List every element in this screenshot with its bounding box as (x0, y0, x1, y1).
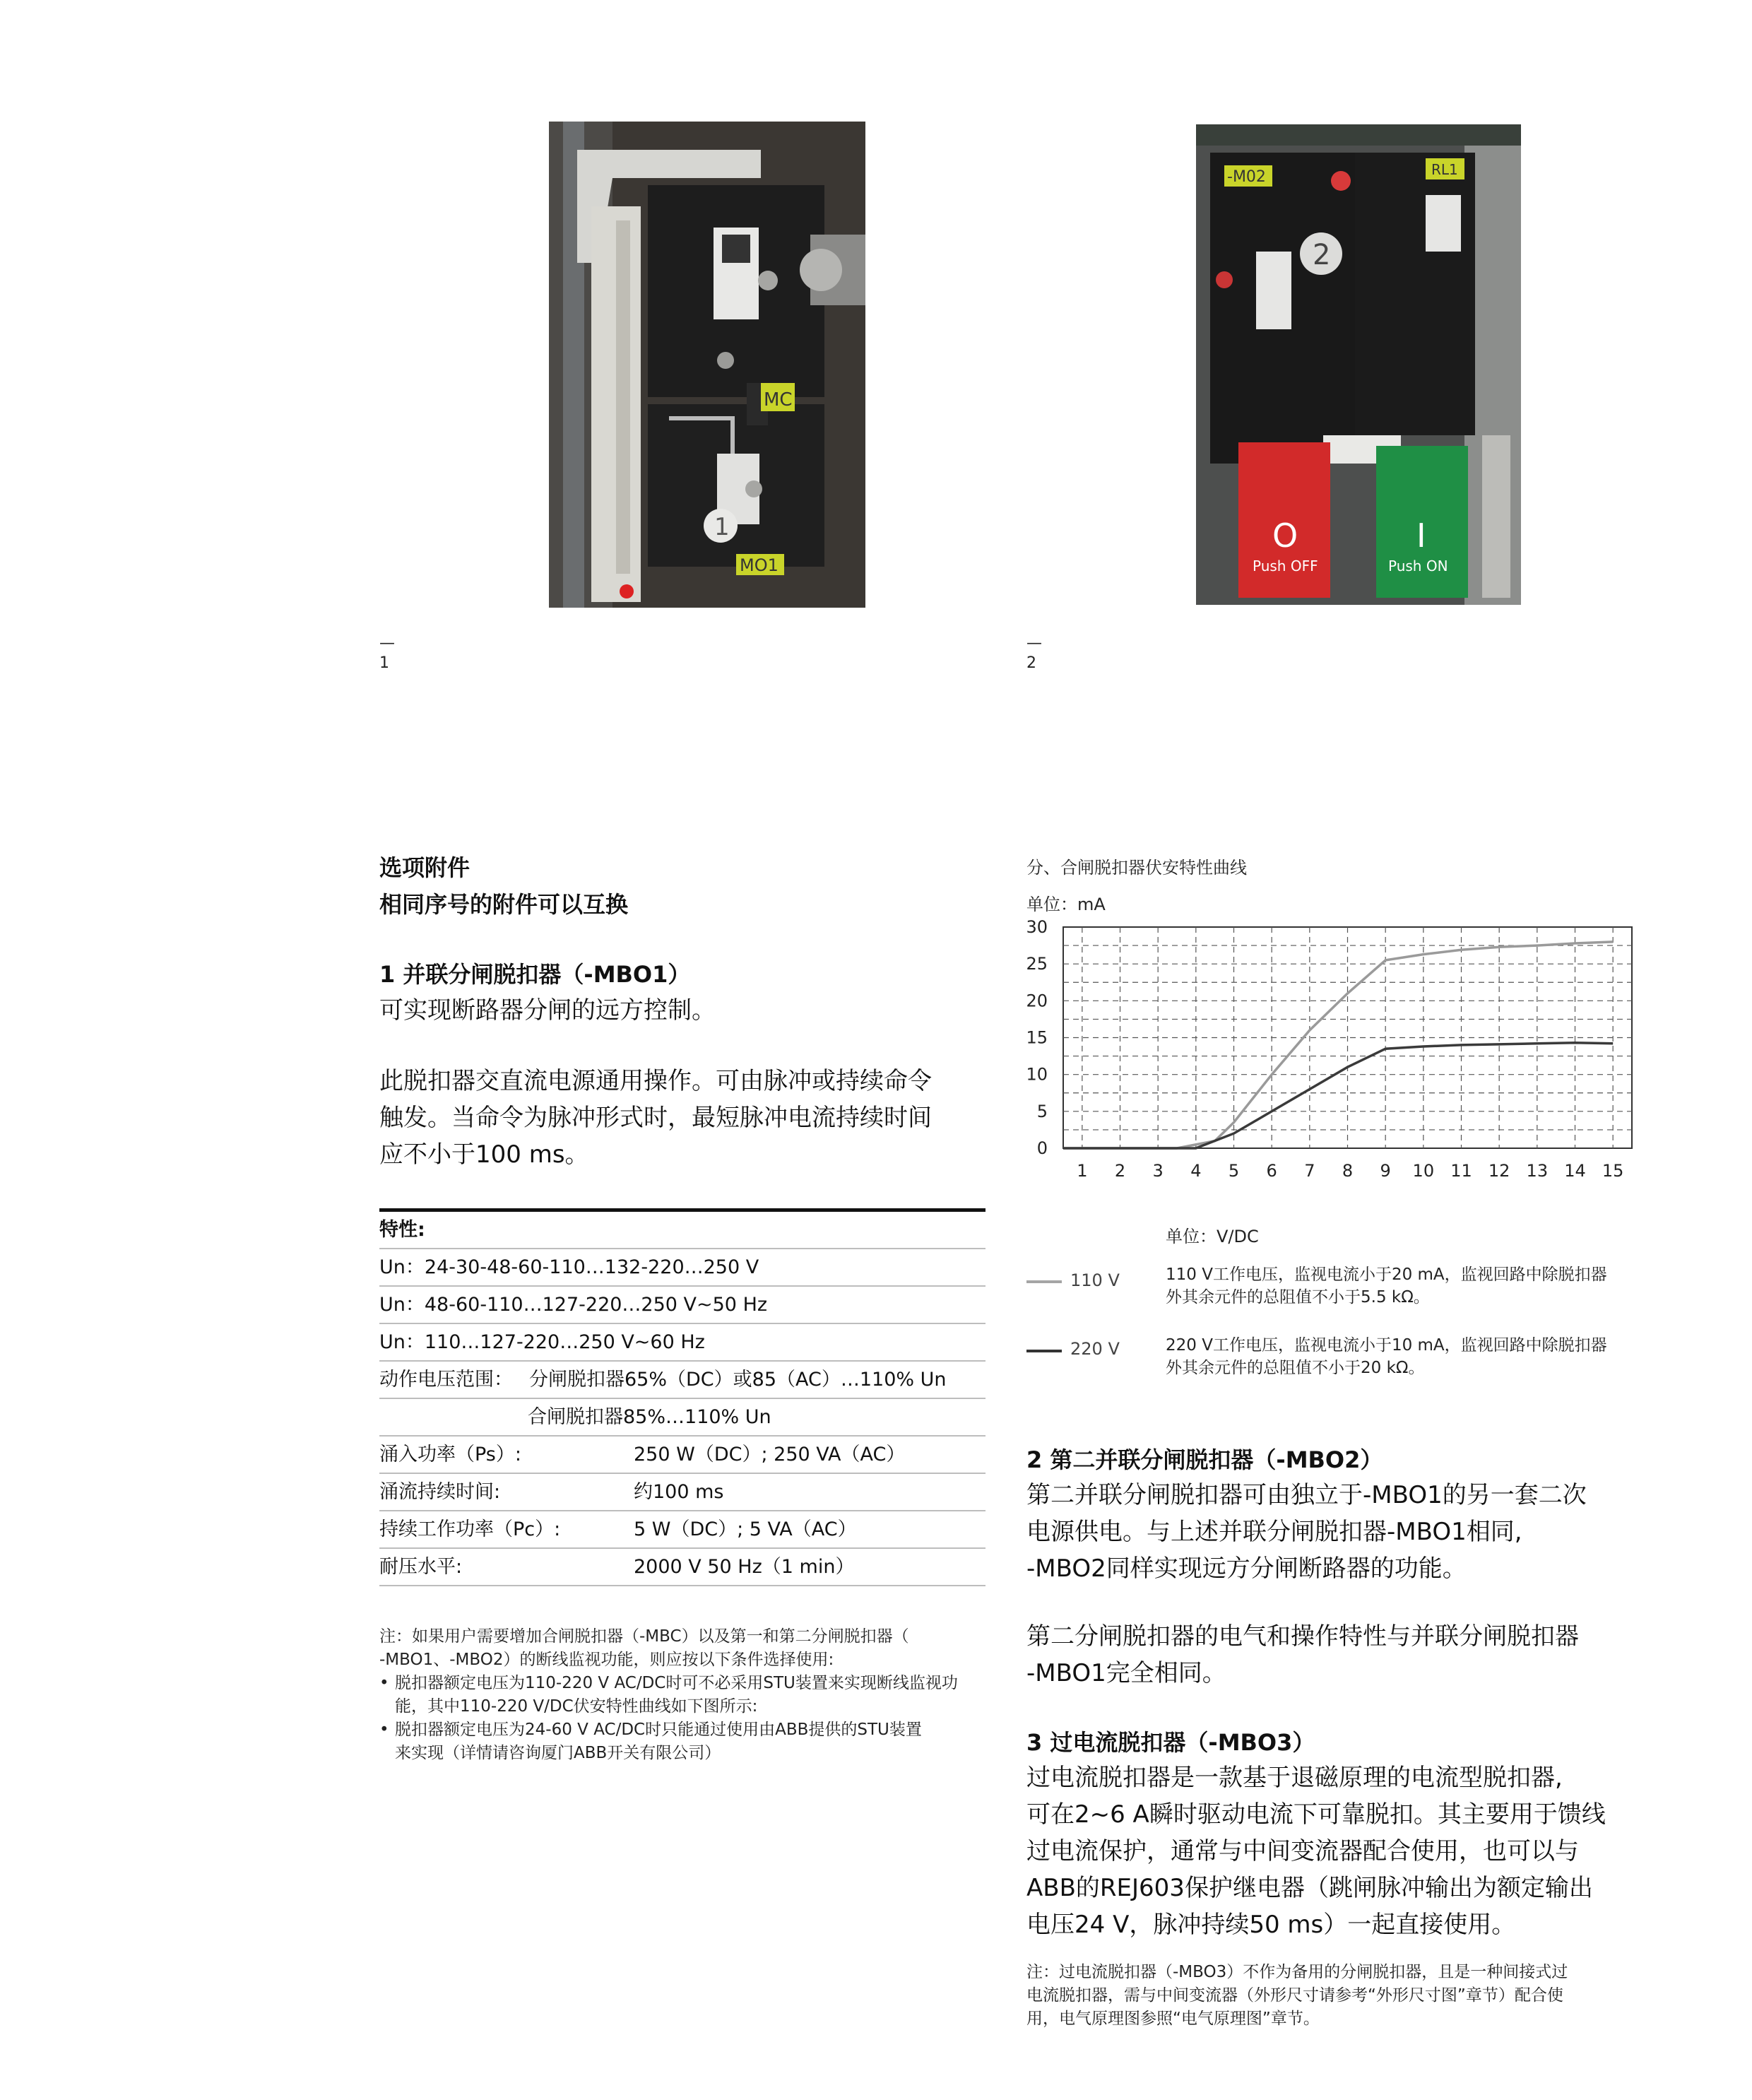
x-tick-label: 12 (1488, 1161, 1510, 1181)
photo-mbo2-release (1196, 124, 1521, 605)
chart-y-unit: 单位：mA (1026, 895, 1106, 914)
section1-line1: 可实现断路器分闸的远方控制。 (379, 996, 716, 1025)
x-tick-label: 14 (1564, 1161, 1586, 1181)
section1-para2 (379, 1063, 932, 1173)
x-tick-label: 13 (1526, 1161, 1549, 1181)
spec-table-header (379, 1212, 986, 1249)
spec-row-closing-range (379, 1399, 986, 1437)
x-tick-label: 2 (1114, 1161, 1126, 1181)
heading-optional-accessories: 选项附件 (379, 854, 470, 881)
marker-2-number: 2 (1313, 239, 1331, 271)
section3-para-line5: 电压24 V，脉冲持续50 ms）一起直接使用。 (1026, 1911, 1516, 1939)
x-tick-label: 7 (1304, 1161, 1315, 1181)
section2-para1-line3: -MBO2同样实现远方分闸断路器的功能。 (1026, 1555, 1467, 1583)
legend-110v-desc (1166, 1263, 1660, 1309)
section2-para2-line1: 第二分闸脱扣器的电气和操作特性与并联分闸脱扣器 (1026, 1622, 1579, 1651)
section2-para1-line1: 第二并联分闸脱扣器可由独立于-MBO1的另一套二次 (1026, 1481, 1587, 1509)
spec-row-value: 250 W（DC）; 250 VA（AC） (634, 1444, 906, 1465)
chart-grid (1063, 927, 1632, 1148)
x-tick-label: 6 (1266, 1161, 1277, 1181)
spec-row-operating-range (379, 1362, 986, 1399)
section2-para2 (1026, 1618, 1648, 1692)
spec-row-label: 涌流持续时间: (379, 1481, 501, 1503)
section1-para2-line1: 此脱扣器交直流电源通用操作。可由脉冲或持续命令 (379, 1067, 932, 1095)
section2-title: 2 第二并联分闸脱扣器（-MBO2） (1026, 1446, 1383, 1473)
iv-characteristic-chart (1017, 919, 1653, 1201)
section3-note (1026, 1961, 1648, 2031)
x-tick-label: 15 (1602, 1161, 1624, 1181)
section1-para2-line3: 应不小于100 ms。 (379, 1140, 589, 1169)
spec-row-value: 2000 V 50 Hz（1 min） (634, 1556, 855, 1578)
note-bullet-1-line1: • 脱扣器额定电压为110-220 V AC/DC时可不必采用STU装置来实现断线监视功 (395, 1674, 958, 1692)
caption-2-number: 2 (1026, 654, 1036, 672)
chart-y-ticks (1026, 919, 1048, 1158)
section3-title: 3 过电流脱扣器（-MBO3） (1026, 1729, 1315, 1756)
spec-row-value: 合闸脱扣器85%…110% Un (528, 1406, 771, 1428)
note-bullet-2-line1: • 脱扣器额定电压为24-60 V AC/DC时只能通过使用由ABB提供的STU装置 (395, 1721, 922, 1739)
spec-row-label: 动作电压范围： (379, 1369, 513, 1391)
spec-row-label: 涌入功率（Ps）: (379, 1444, 521, 1465)
spec-row-un-50hz (379, 1287, 986, 1324)
push-on-label: Push ON (1388, 558, 1448, 574)
chart-series (1063, 942, 1613, 1148)
y-tick-label: 20 (1026, 991, 1048, 1011)
spec-header-label: 特性: (379, 1219, 425, 1241)
y-tick-label: 15 (1026, 1027, 1048, 1048)
series-line-220v (1063, 1043, 1613, 1148)
legend-220v-desc-line2: 外其余元件的总阻值不小于20 kΩ。 (1166, 1359, 1425, 1377)
note-bullet-2 (379, 1718, 994, 1765)
section1-title: 1 并联分闸脱扣器（-MBO1） (379, 961, 691, 988)
heading-interchangeable: 相同序号的附件可以互换 (379, 891, 629, 918)
spec-table (379, 1208, 986, 1586)
spec-row-un-dc (379, 1249, 986, 1287)
x-tick-label: 1 (1077, 1161, 1088, 1181)
section3-para-line2: 可在2~6 A瞬时驱动电流下可靠脱扣。其主要用于馈线 (1026, 1800, 1606, 1829)
section3-para-line3: 过电流保护，通常与中间变流器配合使用，也可以与 (1026, 1837, 1579, 1865)
push-on-symbol: I (1416, 517, 1426, 555)
x-tick-label: 3 (1152, 1161, 1164, 1181)
y-tick-label: 25 (1026, 954, 1048, 974)
note-intro-line1: 注：如果用户需要增加合闸脱扣器（-MBC）以及第一和第二分闸脱扣器（ (379, 1627, 909, 1646)
spec-row-label: 持续工作功率（Pc）: (379, 1518, 561, 1540)
legend-110v-swatch (1026, 1280, 1062, 1283)
rl1-label: RL1 (1431, 161, 1458, 178)
legend-220v-swatch (1026, 1350, 1062, 1352)
spec-row-value: 5 W（DC）; 5 VA（AC） (634, 1518, 857, 1540)
spec-row-continuous-power (379, 1511, 986, 1549)
spec-row-label: Un：110…127-220…250 V~60 Hz (379, 1331, 705, 1353)
section2-para2-line2: -MBO1完全相同。 (1026, 1659, 1226, 1687)
spec-row-inrush-duration (379, 1474, 986, 1511)
photo-mbo1-release (549, 122, 865, 608)
y-tick-label: 30 (1026, 919, 1048, 937)
mo1-label: MO1 (740, 555, 779, 575)
y-tick-label: 10 (1026, 1064, 1048, 1085)
section1-para2-line2: 触发。当命令为脉冲形式时，最短脉冲电流持续时间 (379, 1104, 932, 1132)
legend-220v-desc (1166, 1334, 1660, 1379)
y-tick-label: 0 (1036, 1138, 1048, 1158)
note-bullet-1 (379, 1672, 994, 1718)
spec-row-label: Un：24-30-48-60-110…132-220…250 V (379, 1256, 759, 1278)
push-off-label: Push OFF (1253, 558, 1318, 574)
marker-1-number: 1 (714, 513, 730, 541)
spec-row-label: Un：48-60-110…127-220…250 V~50 Hz (379, 1294, 768, 1316)
spec-row-value: 分闸脱扣器65%（DC）或85（AC）…110% Un (529, 1369, 947, 1391)
caption-1-dash: — (379, 635, 395, 652)
x-tick-label: 5 (1228, 1161, 1240, 1181)
note-intro-line2: -MBO1、-MBO2）的断线监视功能，则应按以下条件选择使用: (379, 1651, 834, 1669)
x-tick-label: 10 (1412, 1161, 1435, 1181)
chart-title: 分、合闸脱扣器伏安特性曲线 (1026, 858, 1247, 878)
legend-110v-label: 110 V (1070, 1270, 1120, 1290)
legend-110v-desc-line1: 110 V工作电压，监视电流小于20 mA，监视回路中除脱扣器 (1166, 1266, 1607, 1284)
mc-label: MC (764, 389, 793, 411)
spec-row-withstand-voltage (379, 1549, 986, 1586)
x-tick-label: 11 (1450, 1161, 1472, 1181)
spec-row-label: 耐压水平: (379, 1556, 463, 1578)
x-tick-label: 8 (1342, 1161, 1354, 1181)
note-bullet-2-line2: 来实现（详情请咨询厦门ABB开关有限公司） (395, 1744, 721, 1762)
spec-row-inrush-power (379, 1437, 986, 1474)
section3-para (1026, 1759, 1648, 1943)
series-line-110v (1063, 942, 1613, 1148)
mo2-label: -M02 (1227, 168, 1266, 186)
section2-para1-line2: 电源供电。与上述并联分闸脱扣器-MBO1相同, (1026, 1518, 1522, 1546)
chart-x-unit: 单位：V/DC (1166, 1227, 1259, 1246)
note-bullet-1-line2: 能，其中110-220 V/DC伏安特性曲线如下图所示: (395, 1697, 758, 1716)
section3-note-line3: 用，电气原理图参照“电气原理图”章节。 (1026, 2010, 1320, 2028)
section3-para-line4: ABB的REJ603保护继电器（跳闸脉冲输出为额定输出 (1026, 1874, 1593, 1902)
section3-note-line1: 注：过电流脱扣器（-MBO3）不作为备用的分闸脱扣器，且是一种间接式过 (1026, 1963, 1568, 1981)
legend-110v-desc-line2: 外其余元件的总阻值不小于5.5 kΩ。 (1166, 1288, 1430, 1306)
caption-1-number: 1 (379, 654, 389, 672)
spec-row-value: 约100 ms (634, 1481, 724, 1503)
section3-note-line2: 电流脱扣器，需与中间变流器（外形尺寸请参考“外形尺寸图”章节）配合使 (1026, 1986, 1563, 2005)
chart-x-ticks (1077, 1161, 1623, 1181)
push-off-symbol: O (1272, 517, 1298, 555)
note-mbc-supervision (379, 1625, 994, 1765)
section3-para-line1: 过电流脱扣器是一款基于退磁原理的电流型脱扣器, (1026, 1764, 1563, 1792)
x-tick-label: 4 (1190, 1161, 1202, 1181)
caption-2-dash: — (1026, 635, 1042, 652)
x-tick-label: 9 (1380, 1161, 1391, 1181)
section2-para1 (1026, 1477, 1648, 1587)
y-tick-label: 5 (1036, 1101, 1048, 1121)
legend-220v-desc-line1: 220 V工作电压，监视电流小于10 mA，监视回路中除脱扣器 (1166, 1336, 1607, 1355)
legend-220v-label: 220 V (1070, 1339, 1120, 1359)
spec-row-un-60hz (379, 1324, 986, 1362)
